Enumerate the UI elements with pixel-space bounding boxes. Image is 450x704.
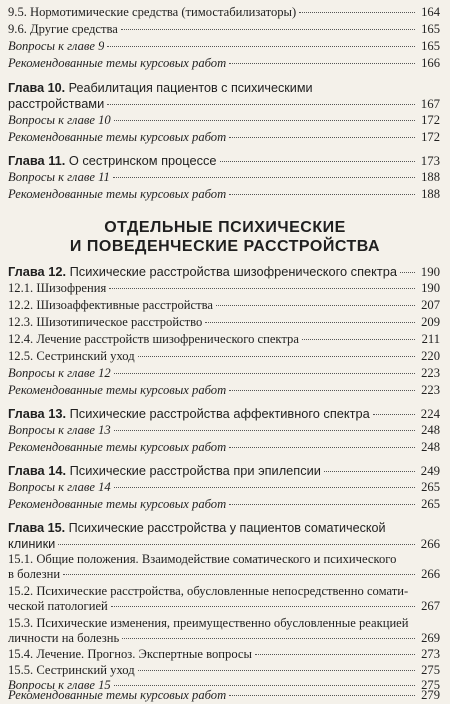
entry-title: Вопросы к главе 13 — [8, 423, 111, 437]
dot-leader — [113, 177, 415, 178]
entry-title: 12.1. Шизофрения — [8, 281, 107, 295]
entry-title: Рекомендованные темы курсовых работ — [8, 383, 227, 397]
toc-entry — [8, 112, 440, 129]
page-number: 173 — [420, 154, 440, 168]
chapter-heading — [8, 462, 321, 479]
chapter-title-cont: клиники — [8, 536, 56, 551]
entry-title-cont: в болезни — [8, 567, 61, 581]
page-number: 188 — [421, 170, 440, 184]
chapter-heading — [8, 520, 440, 536]
dot-leader — [114, 120, 415, 121]
chapter-label: Глава 11. — [8, 153, 66, 168]
toc-entry — [8, 169, 440, 186]
chapter-label: Глава 13. — [8, 406, 67, 421]
chapter-title: Психические расстройства при эпилепсии — [69, 463, 321, 478]
page-number: 165 — [421, 22, 440, 36]
dot-leader — [63, 574, 415, 575]
dot-leader — [58, 544, 415, 545]
dot-leader — [229, 194, 415, 195]
toc-entry — [8, 297, 440, 314]
dot-leader — [107, 46, 415, 47]
entry-title: 12.5. Сестринский уход — [8, 349, 135, 363]
chapter-title: Психические расстройства шизофренического спектра — [69, 264, 397, 279]
entry-title-cont: личности на болезнь — [8, 631, 120, 645]
toc-entry — [8, 646, 440, 663]
toc-entry — [8, 263, 440, 281]
dot-leader — [216, 305, 415, 306]
page-number: 190 — [420, 265, 440, 279]
chapter-heading — [8, 152, 217, 169]
dot-leader — [114, 430, 415, 431]
page-number: 267 — [421, 599, 440, 613]
entry-title: 9.6. Другие средства — [8, 22, 118, 36]
dot-leader — [229, 447, 415, 448]
dot-leader — [114, 373, 415, 374]
entry-title: 15.4. Лечение. Прогноз. Экспертные вопросы — [8, 647, 252, 661]
chapter-label: Глава 15. — [8, 521, 66, 535]
page-number: 275 — [421, 678, 440, 692]
page-number: 275 — [421, 663, 440, 677]
chapter-heading — [8, 405, 370, 422]
dot-leader — [400, 272, 415, 273]
toc-entry — [8, 479, 440, 496]
page-number: 249 — [420, 464, 440, 478]
toc-entry — [8, 405, 440, 423]
dot-leader — [302, 339, 415, 340]
dot-leader — [324, 471, 415, 472]
page-number: 207 — [421, 298, 440, 312]
page-number: 165 — [421, 39, 440, 53]
toc-entry — [8, 348, 440, 365]
entry-title: Вопросы к главе 15 — [8, 678, 111, 692]
toc-entry-first-line — [8, 615, 440, 631]
page-number: 164 — [421, 5, 440, 19]
entry-title: 12.4. Лечение расстройств шизофренического спектра — [8, 332, 299, 346]
entry-title: Вопросы к главе 14 — [8, 480, 111, 494]
toc-entry — [8, 38, 440, 55]
chapter-title: О сестринском процессе — [68, 153, 217, 168]
entry-title: Рекомендованные темы курсовых работ — [8, 56, 227, 70]
toc-entry — [8, 566, 440, 583]
chapter-heading — [8, 263, 397, 280]
entry-title: Рекомендованные темы курсовых работ — [8, 497, 227, 511]
chapter-heading-line — [8, 520, 440, 536]
page-number: 269 — [421, 631, 440, 645]
dot-leader — [299, 12, 415, 13]
chapter-title: Психические расстройства аффективного спектра — [69, 406, 370, 421]
dot-leader — [138, 670, 415, 671]
chapter-title: Психические расстройства у пациентов соматической — [68, 521, 386, 535]
dot-leader — [121, 29, 415, 30]
chapter-heading-line — [8, 80, 440, 96]
entry-title: 15.1. Общие положения. Взаимодействие соматического и психического — [8, 552, 397, 566]
entry-title: 12.3. Шизотипическое расстройство — [8, 315, 203, 329]
entry-title: Рекомендованные темы курсовых работ — [8, 688, 227, 702]
page-number: 224 — [420, 407, 440, 421]
part-title-line-2: И ПОВЕДЕНЧЕСКИЕ РАССТРОЙСТВА — [69, 238, 381, 255]
chapter-heading — [8, 80, 440, 96]
dot-leader — [255, 654, 415, 655]
dot-leader — [229, 504, 415, 505]
chapter-title-cont: расстройствами — [8, 96, 105, 111]
dot-leader — [111, 606, 415, 607]
toc-entry — [8, 280, 440, 297]
entry-title: Вопросы к главе 11 — [8, 170, 110, 184]
dot-leader — [229, 695, 415, 696]
dot-leader — [229, 390, 415, 391]
dot-leader — [373, 414, 415, 415]
dot-leader — [109, 288, 415, 289]
page-number: 166 — [421, 56, 440, 70]
page-number: 265 — [421, 497, 440, 511]
entry-title: Рекомендованные темы курсовых работ — [8, 130, 227, 144]
page-number: 223 — [421, 366, 440, 380]
page-number: 211 — [421, 332, 440, 346]
dot-leader — [114, 487, 415, 488]
entry-title: Вопросы к главе 9 — [8, 39, 105, 53]
page-number: 266 — [420, 537, 440, 551]
dot-leader — [220, 161, 416, 162]
dot-leader — [114, 685, 415, 686]
page-number: 248 — [421, 440, 440, 454]
page-number: 172 — [421, 113, 440, 127]
dot-leader — [229, 63, 415, 64]
toc-entry — [8, 186, 440, 203]
entry-title: Вопросы к главе 12 — [8, 366, 111, 380]
entry-title: 9.5. Нормотимические средства (тимостабилизаторы) — [8, 5, 297, 19]
toc-entry — [8, 365, 440, 382]
page-number: 223 — [421, 383, 440, 397]
toc-entry — [8, 687, 440, 704]
dot-leader — [122, 638, 415, 639]
page-number: 172 — [421, 130, 440, 144]
entry-title: 15.2. Психические расстройства, обусловленные непосредственно сомати- — [8, 584, 409, 598]
entry-title: Рекомендованные темы курсовых работ — [8, 187, 227, 201]
entry-title: 15.3. Психические изменения, преимущественно обусловленные реакцией — [8, 616, 409, 630]
entry-title-cont: ческой патологией — [8, 599, 108, 613]
chapter-label: Глава 14. — [8, 463, 67, 478]
dot-leader — [138, 356, 415, 357]
toc-entry — [8, 462, 440, 480]
toc-entry — [8, 630, 440, 647]
dot-leader — [107, 104, 415, 105]
chapter-label: Глава 10. — [8, 81, 66, 95]
toc-entry — [8, 331, 440, 348]
entry-title: 12.2. Шизоаффективные расстройства — [8, 298, 214, 312]
toc-entry — [8, 422, 440, 439]
page-number: 188 — [421, 187, 440, 201]
part-title-line-1: ОТДЕЛЬНЫЕ ПСИХИЧЕСКИЕ — [104, 219, 346, 236]
toc-entry — [8, 496, 440, 513]
page-number: 265 — [421, 480, 440, 494]
entry-title: Рекомендованные темы курсовых работ — [8, 440, 227, 454]
toc-entry — [8, 439, 440, 456]
toc-entry — [8, 95, 440, 113]
toc-entry — [8, 382, 440, 399]
page-number: 279 — [421, 688, 440, 702]
toc-entry — [8, 55, 440, 72]
page-number: 167 — [420, 97, 440, 111]
page-number: 248 — [421, 423, 440, 437]
page-number: 209 — [421, 315, 440, 329]
toc-entry — [8, 152, 440, 170]
dot-leader — [205, 322, 415, 323]
page-number: 273 — [421, 647, 440, 661]
toc-entry-first-line — [8, 551, 440, 567]
toc-entry — [8, 598, 440, 615]
dot-leader — [229, 137, 415, 138]
toc-entry — [8, 4, 440, 21]
page-number: 266 — [421, 567, 440, 581]
chapter-title: Реабилитация пациентов с психическими — [68, 81, 313, 95]
entry-title: 15.5. Сестринский уход — [8, 663, 135, 677]
toc-entry-first-line — [8, 583, 440, 599]
chapter-label: Глава 12. — [8, 264, 67, 279]
page-number: 190 — [421, 281, 440, 295]
entry-title: Вопросы к главе 10 — [8, 113, 111, 127]
toc-entry — [8, 21, 440, 38]
toc-entry — [8, 314, 440, 331]
toc-entry — [8, 129, 440, 146]
page-number: 220 — [421, 349, 440, 363]
